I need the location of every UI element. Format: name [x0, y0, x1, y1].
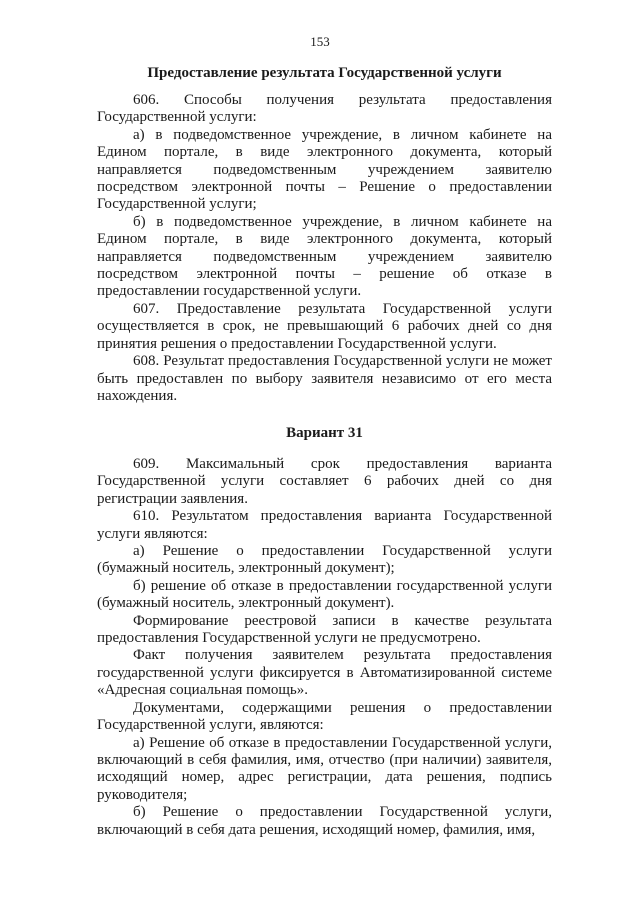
paragraph-606-a: а) в подведомственное учреждение, в личном кабинете на Едином портале, в виде электронного документа, который направляется подведомственным учреждением заявителю посредством электронной почты – Решение о предоставлении Государственной услуги; [97, 126, 552, 213]
paragraph-610: 610. Результатом предоставления варианта Государственной услуги являются: [97, 508, 552, 542]
section-title-variant-31: Вариант 31 [286, 425, 363, 441]
page-number: 153 [310, 34, 330, 49]
paragraph-registry: Формирование реестровой записи в качестве результата предоставления Государственной услуги не предусмотрено. [97, 612, 552, 647]
paragraph-607: 607. Предоставление результата Государственной услуги осуществляется в срок, не превышающий 6 рабочих дней со дня принятия решения о предоставлении Государственной услуги. [97, 300, 552, 352]
paragraph-documents: Документами, содержащими решения о предоставлении Государственной услуги, являются: [97, 699, 552, 734]
paragraph-608: 608. Результат предоставления Государственной услуги не может быть предоставлен по выбору заявителя независимо от его места нахождения. [97, 353, 552, 404]
section-result-body [97, 92, 552, 405]
paragraph-606-b: б) в подведомственное учреждение, в личном кабинете на Едином портале, в виде электронного документа, который направляется подведомственным учреждением заявителю посредством электронной почты – решение об отказе в предоставлении государственной услуги. [97, 213, 552, 300]
section-title-result: Предоставление результата Государственной услуги [147, 65, 502, 81]
paragraph-fact: Факт получения заявителем результата предоставления государственной услуги фиксируется в Автоматизированной системе «Адресная социальная помощь». [97, 647, 552, 699]
paragraph-609: 609. Максимальный срок предоставления варианта Государственной услуги составляет 6 рабочих дней со дня регистрации заявления. [97, 456, 552, 507]
section-variant-31-body [97, 456, 552, 839]
paragraph-610-a: а) Решение о предоставлении Государственной услуги (бумажный носитель, электронный документ); [97, 543, 552, 577]
paragraph-606: 606. Способы получения результата предоставления Государственной услуги: [97, 92, 552, 126]
paragraph-documents-a: а) Решение об отказе в предоставлении Государственной услуги, включающий в себя фамилия, имя, отчество (при наличии) заявителя, исходящий номер, адрес регистрации, дата решения, подпись руководителя; [97, 734, 552, 803]
paragraph-documents-b: б) Решение о предоставлении Государственной услуги, включающий в себя дата решения, исходящий номер, фамилия, имя, [97, 804, 552, 838]
paragraph-610-b: б) решение об отказе в предоставлении государственной услуги (бумажный носитель, электронный документ). [97, 577, 552, 612]
